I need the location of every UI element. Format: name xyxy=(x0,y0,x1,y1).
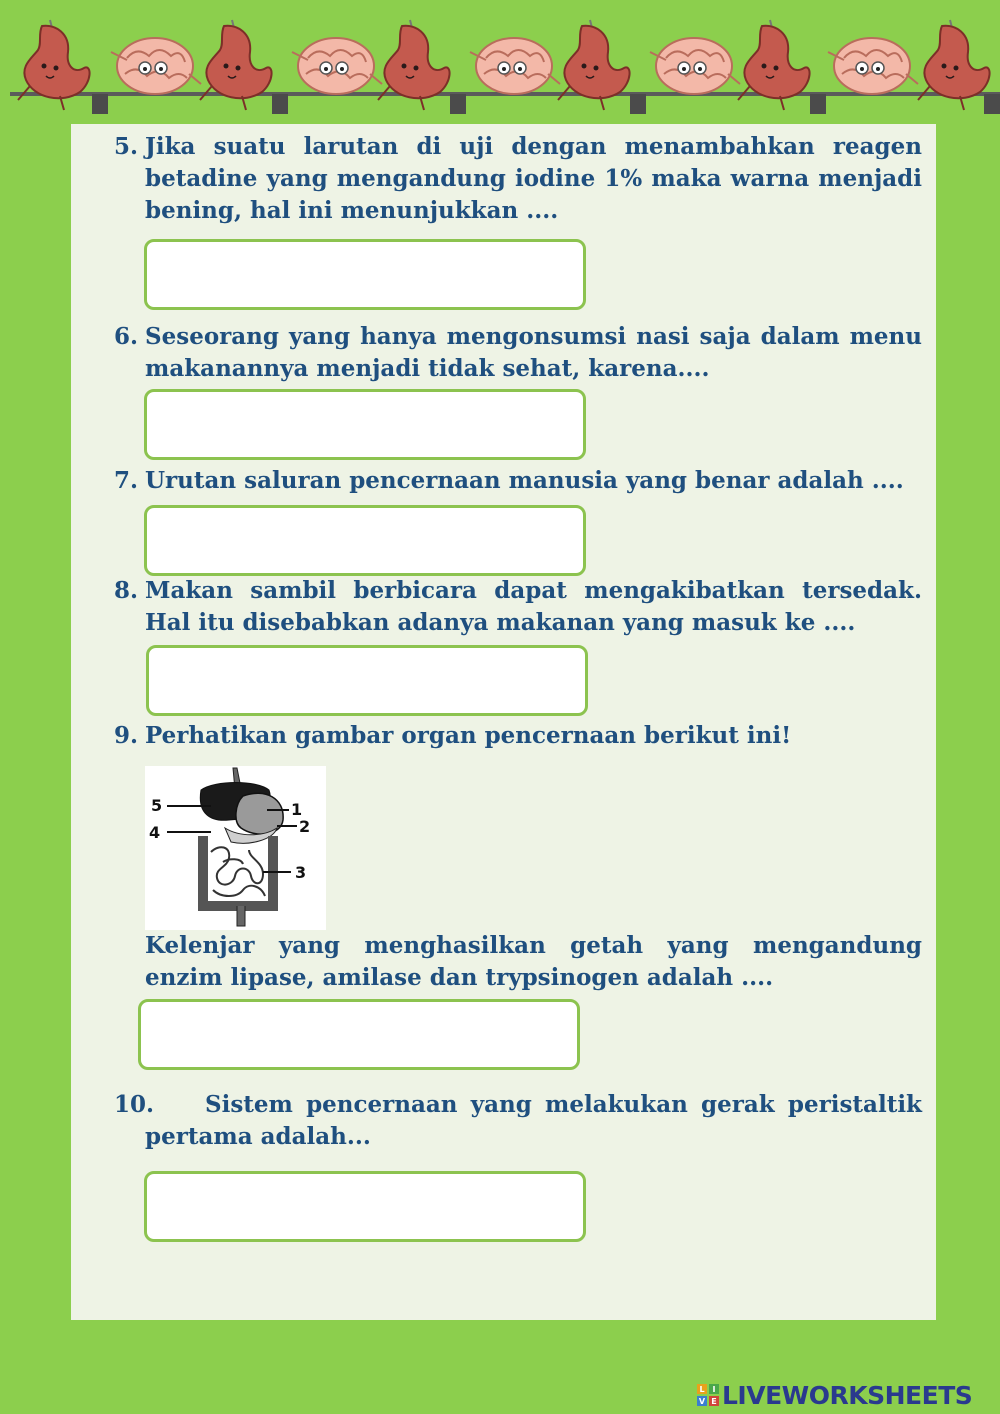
question-instruction: Perhatikan gambar organ pencernaan berikut ini! xyxy=(145,722,792,749)
question-text: Makan sambil berbicara dapat mengakibatkan tersedak. Hal itu disebabkan adanya makanan yang masuk ke .... xyxy=(145,577,922,636)
answer-input-10[interactable] xyxy=(144,1171,586,1242)
figure-label-2: 2 xyxy=(299,817,311,836)
figure-label-1: 1 xyxy=(291,800,303,819)
answer-input-6[interactable] xyxy=(144,389,586,460)
small-intestine-shape xyxy=(211,847,265,896)
question-number: 10. xyxy=(114,1091,155,1118)
question-number: 5. xyxy=(114,133,139,160)
question-10 xyxy=(114,1089,922,1153)
digestive-organs-figure xyxy=(145,766,326,930)
liveworksheets-logo xyxy=(697,1380,972,1410)
question-9-prompt xyxy=(114,930,922,994)
question-9 xyxy=(114,720,922,752)
answer-input-9[interactable] xyxy=(138,999,580,1070)
liveworksheets-mark-icon xyxy=(697,1384,719,1406)
question-8 xyxy=(114,575,922,639)
question-text: Urutan saluran pencernaan manusia yang benar adalah .... xyxy=(145,467,904,494)
answer-input-7[interactable] xyxy=(144,505,586,576)
figure-label-3: 3 xyxy=(295,863,307,882)
svg-text:E: E xyxy=(711,1397,717,1406)
figure-label-4: 4 xyxy=(149,823,161,842)
question-text: Seseorang yang hanya mengonsumsi nasi saja dalam menu makanannya menjadi tidak sehat, karena.... xyxy=(145,323,922,382)
stomach-shape xyxy=(236,793,283,834)
question-5 xyxy=(114,131,922,227)
svg-text:L: L xyxy=(699,1385,705,1394)
decorative-banner xyxy=(0,0,1000,120)
question-text: Kelenjar yang menghasilkan getah yang mengandung enzim lipase, amilase dan trypsinogen adalah .... xyxy=(145,932,922,991)
question-text: Sistem pencernaan yang melakukan gerak peristaltik pertama adalah... xyxy=(145,1091,922,1150)
answer-input-8[interactable] xyxy=(146,645,588,716)
question-text: Jika suatu larutan di uji dengan menambahkan reagen betadine yang mengandung iodine 1% maka warna menjadi bening, hal ini menunjukkan .... xyxy=(145,133,922,224)
svg-text:I: I xyxy=(712,1385,716,1394)
rectum-shape xyxy=(237,906,245,926)
question-number: 7. xyxy=(114,467,139,494)
question-number: 9. xyxy=(114,722,139,749)
question-7 xyxy=(114,465,922,497)
figure-label-5: 5 xyxy=(151,796,163,815)
brand-name: LIVEWORKSHEETS xyxy=(722,1380,973,1410)
question-6 xyxy=(114,321,922,385)
answer-input-5[interactable] xyxy=(144,239,586,310)
svg-text:V: V xyxy=(698,1397,706,1406)
question-number: 6. xyxy=(114,323,139,350)
question-number: 8. xyxy=(114,577,139,604)
